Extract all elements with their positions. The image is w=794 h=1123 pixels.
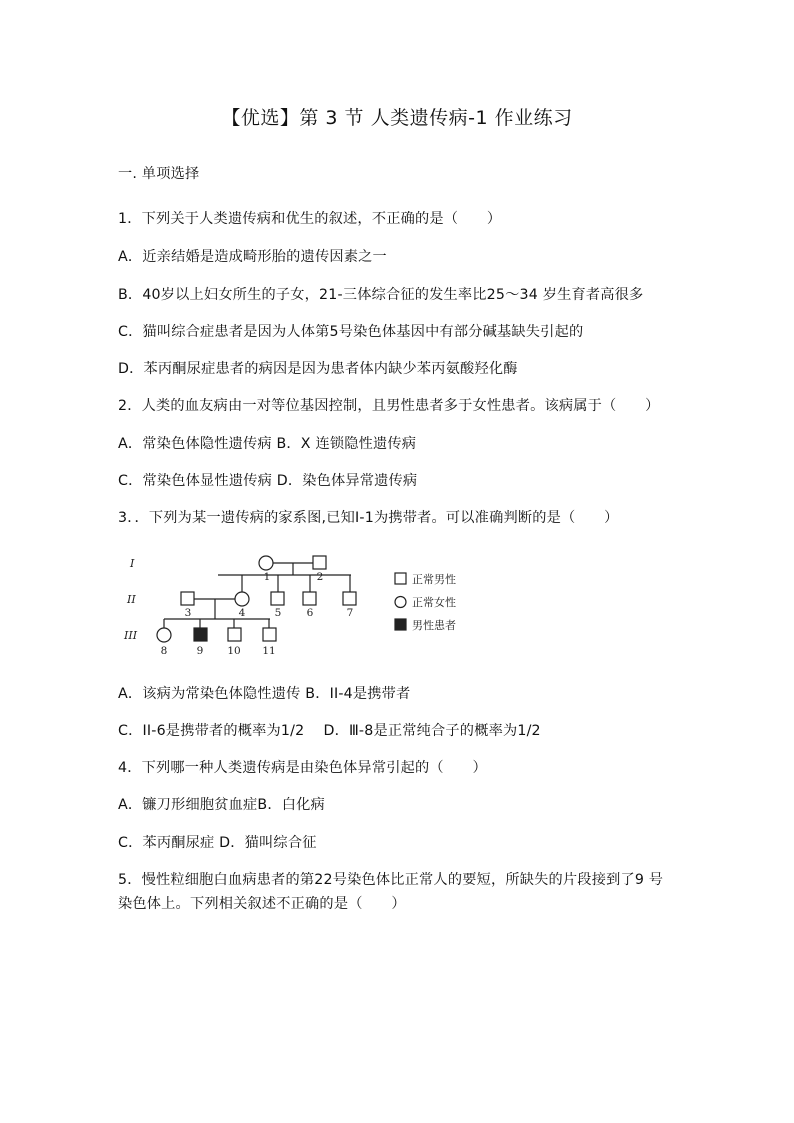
pedigree-label-11: 11 [262,645,276,657]
pedigree-label-2: 2 [316,571,324,583]
pedigree-individual-7 [343,592,356,605]
question-1-stem: 1．下列关于人类遗传病和优生的叙述，不正确的是（ ） [118,211,502,227]
pedigree-individual-11 [263,628,276,641]
question-1-option-d: D．苯丙酮尿症患者的病因是因为患者体内缺少苯丙氨酸羟化酶 [118,361,518,377]
question-2-options-cd: C．常染色体显性遗传病 D．染色体异常遗传病 [118,473,418,489]
question-3-options-ab: A．该病为常染色体隐性遗传 B．II-4是携带者 [118,686,411,702]
question-5-stem-line-2: 染色体上。下列相关叙述不正确的是（ ） [118,896,406,912]
question-1-option-c: C．猫叫综合症患者是因为人体第5号染色体基因中有部分碱基缺失引起的 [118,324,584,340]
generation-label-iii: III [124,629,138,642]
pedigree-individual-6 [303,592,316,605]
legend-affected-male-symbol [395,619,406,630]
pedigree-label-8: 8 [160,645,168,657]
pedigree-individual-4 [235,592,249,606]
pedigree-individual-10 [228,628,241,641]
pedigree-diagram [118,547,478,665]
pedigree-individual-8 [157,628,171,642]
pedigree-individual-5 [271,592,284,605]
pedigree-individual-9 [194,628,207,641]
pedigree-label-4: 4 [238,607,246,619]
question-4-options-ab: A．镰刀形细胞贫血症B．白化病 [118,797,325,813]
pedigree-individual-1 [259,556,273,570]
question-2-stem: 2．人类的血友病由一对等位基因控制，且男性患者多于女性患者。该病属于（ ） [118,398,660,414]
pedigree-label-1: 1 [263,571,271,583]
legend-affected-male-label: 男性患者 [412,619,456,632]
pedigree-label-5: 5 [274,607,282,619]
legend-normal-male-label: 正常男性 [412,573,456,586]
question-4-stem: 4．下列哪一种人类遗传病是由染色体异常引起的（ ） [118,760,487,776]
section-heading: 一. 单项选择 [118,166,200,182]
legend-normal-female-label: 正常女性 [412,596,456,609]
legend-normal-male-symbol [395,573,406,584]
question-3-options-cd: C．II-6是携带者的概率为1/2 D．Ⅲ-8是正常纯合子的概率为1/2 [118,723,541,739]
page-title: 【优选】第 3 节 人类遗传病-1 作业练习 [221,107,573,129]
question-2-options-ab: A．常染色体隐性遗传病 B．X 连锁隐性遗传病 [118,436,417,452]
generation-label-i: I [130,557,135,570]
pedigree-label-6: 6 [306,607,314,619]
legend-normal-female-symbol [395,597,406,608]
pedigree-individual-2 [313,556,326,569]
pedigree-label-10: 10 [227,645,241,657]
question-5-stem-line-1: 5．慢性粒细胞白血病患者的第22号染色体比正常人的要短，所缺失的片段接到了9 号 [118,872,664,888]
generation-label-ii: II [127,593,136,606]
question-3-stem: 3．．下列为某一遗传病的家系图,已知I-1为携带者。可以准确判断的是（ ） [118,510,619,526]
pedigree-label-7: 7 [346,607,354,619]
pedigree-label-9: 9 [196,645,204,657]
question-1-option-b: B．40岁以上妇女所生的子女，21-三体综合征的发生率比25～34 岁生育者高很多 [118,287,644,303]
question-4-options-cd: C．苯丙酮尿症 D．猫叫综合征 [118,835,317,851]
pedigree-label-3: 3 [184,607,192,619]
pedigree-individual-3 [181,592,194,605]
question-1-option-a: A．近亲结婚是造成畸形胎的遗传因素之一 [118,249,387,265]
